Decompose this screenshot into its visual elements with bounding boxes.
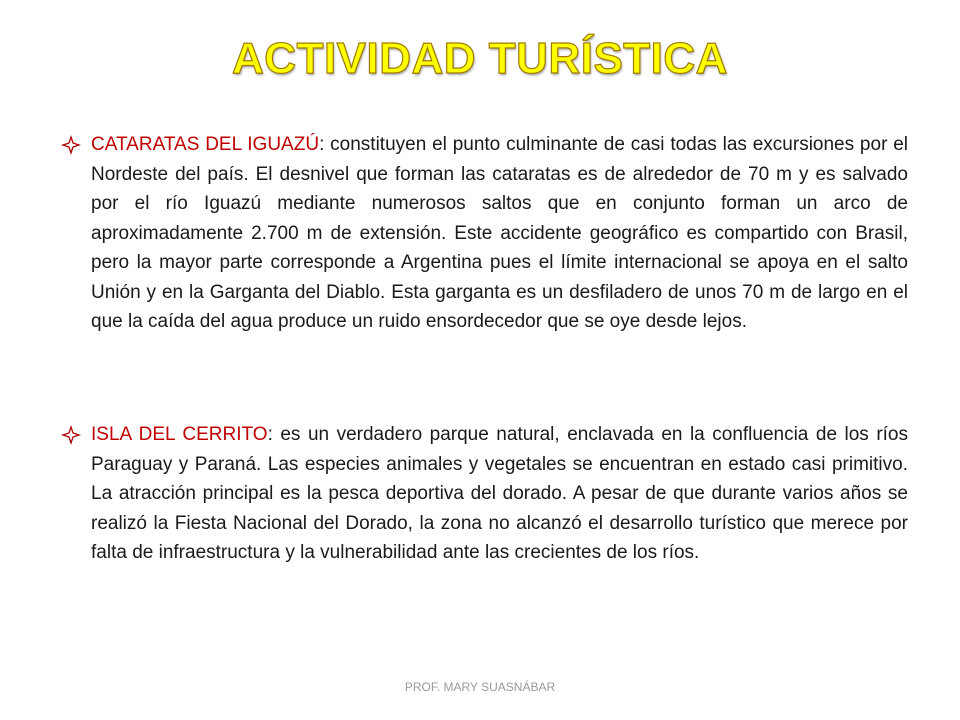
slide-footer: PROF. MARY SUASNÁBAR [404,680,556,694]
bullet-text [91,130,908,337]
four-point-star-icon [60,130,82,159]
bullet-text [91,420,908,568]
four-point-star-icon [60,420,82,449]
slide-title: ACTIVIDAD TURÍSTICA [232,34,728,83]
bullet-description: es un verdadero parque natural, enclavada en la confluencia de los ríos Paraguay y Paraná. Las especies animales y vegetales se encuentran en estado casi primitivo. La atracción principal es la pesca deportiva del dorado. A pesar de que durante varios años se realizó la Fiesta Nacional del Dorado, la zona no alcanzó el desarrollo turístico que merece por falta de infraestructura y la vulnerabilidad ante las crecientes de los ríos. [91,424,908,563]
bullet-item-isla-del-cerrito [60,420,908,568]
bullet-keyword: ISLA DEL CERRITO [91,424,268,445]
bullet-description: constituyen el punto culminante de casi todas las excursiones por el Nordeste del país. El desnivel que forman las cataratas es de alrededor de 70 m y es salvado por el río Iguazú mediante numerosos saltos que en conjunto forman un arco de aproximadamente 2.700 m de extensión. Este accidente geográfico es compartido con Brasil, pero la mayor parte corresponde a Argentina pues el límite internacional se apoya en el salto Unión y en la Garganta del Diablo. Esta garganta es un desfiladero de unos 70 m de largo en el que la caída del agua produce un ruido ensordecedor que se oye desde lejos. [91,134,908,332]
bullet-item-cataratas [60,130,908,337]
keyword-separator: : [319,134,325,155]
keyword-separator: : [267,424,273,445]
bullet-keyword: CATARATAS DEL IGUAZÚ [91,134,320,155]
